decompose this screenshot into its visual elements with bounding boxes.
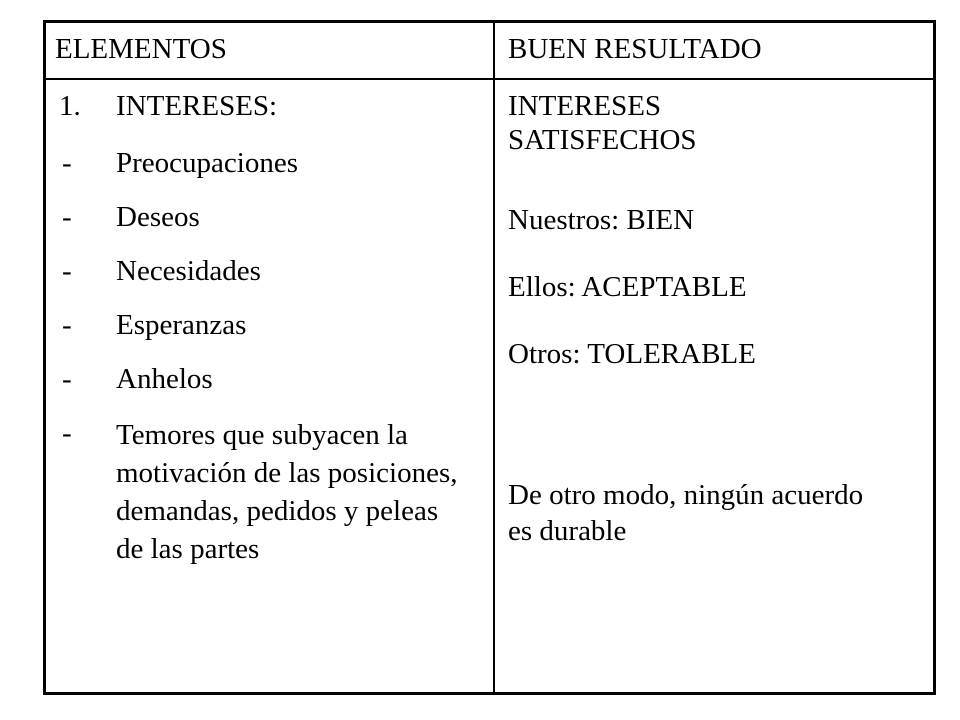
result-otros: Otros: TOLERABLE: [508, 338, 756, 370]
list-item-esperanzas: Esperanzas: [116, 309, 247, 341]
column-divider: [493, 20, 495, 695]
bullet-dash: -: [62, 147, 72, 179]
bullet-dash: -: [62, 363, 72, 395]
header-elementos: ELEMENTOS: [55, 33, 227, 65]
bullet-dash: -: [62, 417, 72, 449]
list-item-anhelos: Anhelos: [116, 363, 213, 395]
intereses-satisfechos-heading: INTERESES SATISFECHOS: [508, 90, 697, 156]
header-divider: [43, 78, 936, 80]
header-buen-resultado: BUEN RESULTADO: [508, 33, 762, 65]
conclusion-text: De otro modo, ningún acuerdo es durable: [508, 479, 864, 547]
list-item-deseos: Deseos: [116, 201, 200, 233]
intereses-heading: INTERESES:: [116, 90, 278, 122]
result-ellos: Ellos: ACEPTABLE: [508, 271, 747, 303]
list-number: 1.: [59, 90, 81, 122]
bullet-dash: -: [62, 309, 72, 341]
result-nuestros: Nuestros: BIEN: [508, 204, 695, 236]
list-item-preocupaciones: Preocupaciones: [116, 147, 298, 179]
bullet-dash: -: [62, 255, 72, 287]
list-item-temores: Temores que subyacen la motivación de las posiciones, demandas, pedidos y peleas de las partes: [116, 419, 458, 565]
bullet-dash: -: [62, 201, 72, 233]
list-item-necesidades: Necesidades: [116, 255, 261, 287]
